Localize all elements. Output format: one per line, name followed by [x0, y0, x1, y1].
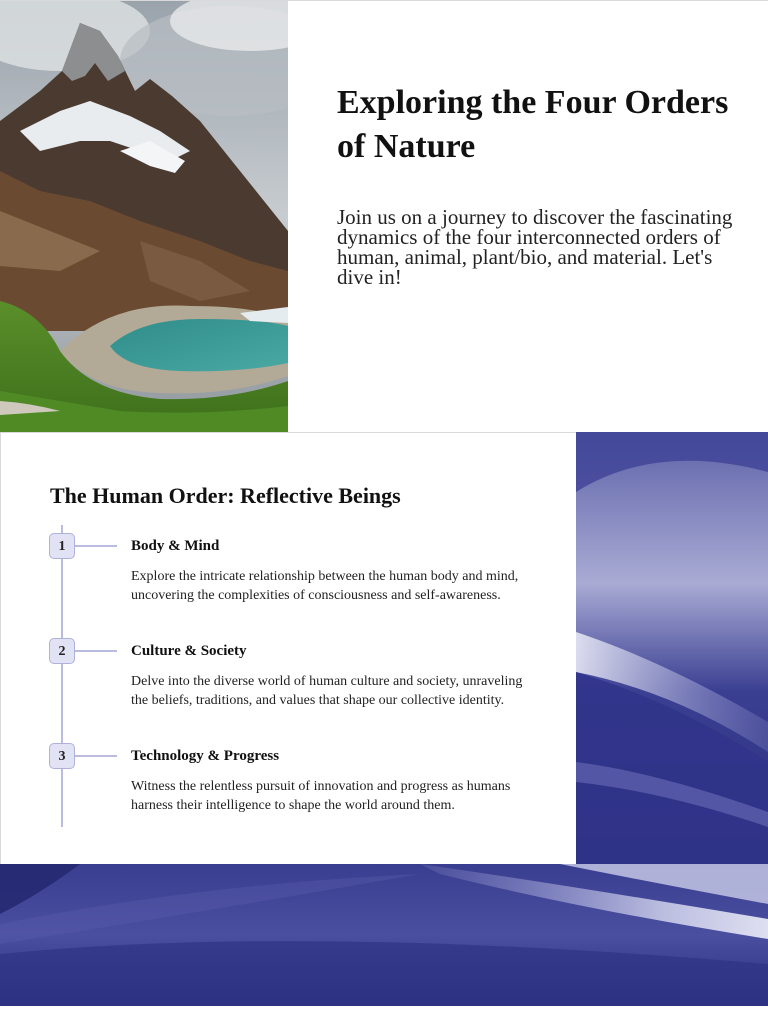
timeline-connector [75, 755, 117, 757]
section-title: The Human Order: Reflective Beings [50, 483, 401, 508]
step-number-badge: 2 [49, 638, 75, 664]
timeline-connector [75, 650, 117, 652]
step-number-badge: 1 [49, 533, 75, 559]
slide-title: Exploring the Four Orders of Nature [337, 84, 729, 165]
abstract-wave-art [576, 432, 768, 864]
mountain-lake-photo [0, 1, 288, 433]
step-number-badge: 3 [49, 743, 75, 769]
timeline-connector [75, 545, 117, 547]
timeline-item [1, 743, 577, 843]
content-panel [0, 432, 576, 864]
slide-intro-text: Join us on a journey to discover the fascinating dynamics of the four interconnected orders of human, animal, plant/bio, and material. Let's dive in! [337, 205, 733, 289]
step-heading: Culture & Society [131, 643, 247, 659]
timeline-item [1, 638, 577, 738]
page-bottom-margin [0, 1006, 768, 1024]
step-description: Witness the relentless pursuit of innovation and progress as humans harness their intelligence to shape the world around them. [131, 779, 511, 813]
step-description: Delve into the diverse world of human culture and society, unraveling the beliefs, traditions, and values that shape our collective identity. [131, 674, 523, 708]
step-heading: Technology & Progress [131, 748, 280, 764]
slide-human-order [0, 432, 768, 864]
slide-background-band [0, 864, 768, 1006]
timeline-item [1, 533, 577, 633]
slide-intro [0, 0, 768, 432]
step-heading: Body & Mind [131, 538, 220, 554]
step-description: Explore the intricate relationship between the human body and mind, uncovering the complexities of consciousness and self-awareness. [131, 569, 519, 603]
